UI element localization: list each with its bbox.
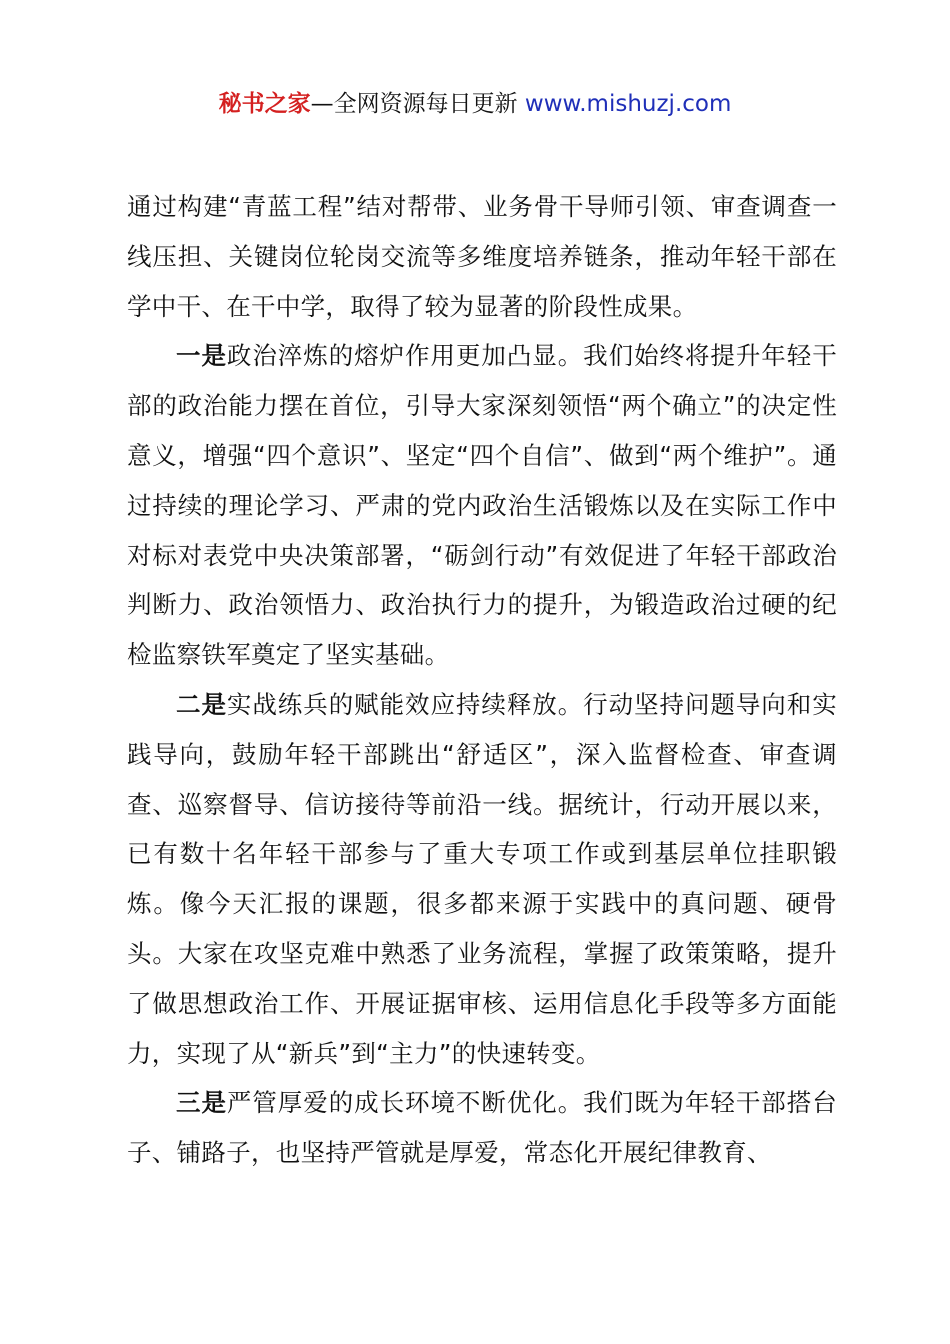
document-body <box>127 182 837 1178</box>
paragraph-point-three <box>127 1078 837 1178</box>
paragraph-text: 实战练兵的赋能效应持续释放。行动坚持问题导向和实践导向，鼓励年轻干部跳出“舒适区”，深入监督检查、审查调查、巡察督导、信访接待等前沿一线。据统计，行动开展以来，已有数十名年轻干部参与了重大专项工作或到基层单位挂职锻炼。像今天汇报的课题，很多都来源于实践中的真问题、硬骨头。大家在攻坚克难中熟悉了业务流程，掌握了政策策略，提升了做思想政治工作、开展证据审核、运用信息化手段等多方面能力，实现了从“新兵”到“主力”的快速转变。 <box>127 689 837 1068</box>
paragraph-point-one <box>127 331 837 680</box>
header-url-link[interactable]: www.mishuzj.com <box>517 91 732 117</box>
paragraph-text: 通过构建“青蓝工程”结对帮带、业务骨干导师引领、审查调查一线压担、关键岗位轮岗交流等多维度培养链条，推动年轻干部在学中干、在干中学，取得了较为显著的阶段性成果。 <box>127 192 837 321</box>
paragraph-lead: 三是 <box>176 1088 227 1118</box>
paragraph-point-two <box>127 680 837 1078</box>
paragraph-lead: 一是 <box>176 341 227 371</box>
header-tagline: —全网资源每日更新 <box>310 91 518 117</box>
paragraph-lead: 二是 <box>176 689 227 719</box>
paragraph-intro <box>127 182 837 331</box>
header-brand: 秘书之家 <box>218 91 311 117</box>
paragraph-text: 政治淬炼的熔炉作用更加凸显。我们始终将提升年轻干部的政治能力摆在首位，引导大家深刻领悟“两个确立”的决定性意义，增强“四个意识”、坚定“四个自信”、做到“两个维护”。通过持续的理论学习、严肃的党内政治生活锻炼以及在实际工作中对标对表党中央决策部署，“砺剑行动”有效促进了年轻干部政治判断力、政治领悟力、政治执行力的提升，为锻造政治过硬的纪检监察铁军奠定了坚实基础。 <box>127 341 837 670</box>
paragraph-text: 严管厚爱的成长环境不断优化。我们既为年轻干部搭台子、铺路子，也坚持严管就是厚爱，常态化开展纪律教育、 <box>127 1088 837 1168</box>
page-header <box>0 86 950 122</box>
